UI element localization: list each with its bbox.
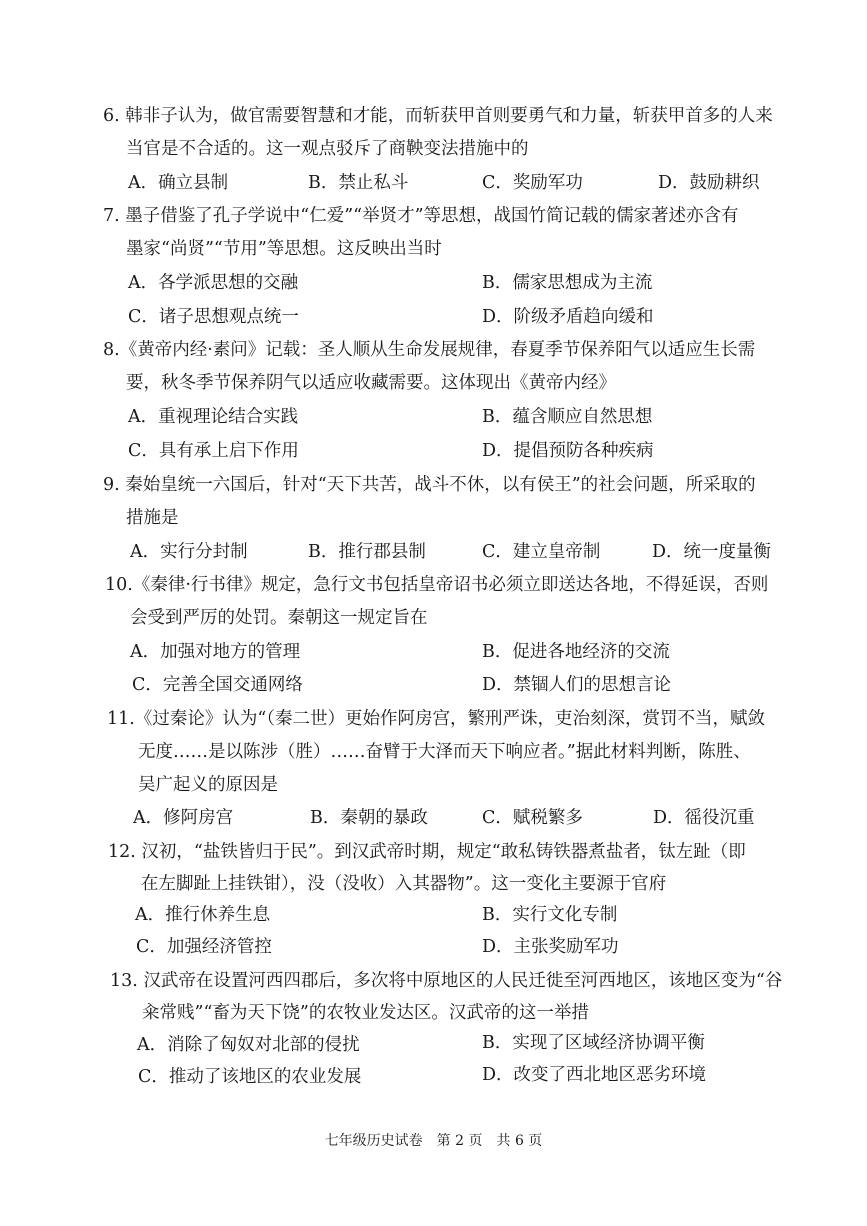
question-8-stem-line-2: 要，秋冬季节保养阴气以适应收藏需要。这体现出《黄帝内经》 [126,373,616,393]
question-13-option-c: C．推动了该地区的农业发展 [138,1067,362,1087]
question-11-option-a: A．修阿房宫 [133,808,234,828]
question-7-option-b: B．儒家思想成为主流 [482,273,653,293]
question-6-option-d: D．鼓励耕织 [658,173,760,193]
question-7-option-a: A．各学派思想的交融 [128,273,299,293]
question-10-stem-line-2: 会受到严厉的处罚。秦朝这一规定旨在 [130,608,428,628]
question-11-option-b: B．秦朝的暴政 [310,808,428,828]
question-6-option-b: B．禁止私斗 [308,173,409,193]
question-7-option-d: D．阶级矛盾趋向缓和 [482,307,654,327]
question-12-option-c: C．加强经济管控 [136,937,272,957]
question-8-option-d: D．提倡预防各种疾病 [482,441,654,461]
question-7-stem-line-2: 墨家“尚贤”“节用”等思想。这反映出当时 [126,239,442,259]
question-6-option-a: A．确立县制 [128,173,229,193]
question-13-stem-line-1: 13. 汉武帝在设置河西四郡后，多次将中原地区的人民迁徙至河西地区，该地区变为“谷 [110,971,783,991]
question-6-option-c: C．奖励军功 [482,173,583,193]
question-11-stem-line-3: 吴广起义的原因是 [138,775,278,795]
question-8-stem-line-1: 8.《黄帝内经·素问》记载：圣人顺从生命发展规律，春夏季节保养阳气以适应生长需 [103,340,756,360]
question-10-option-d: D．禁锢人们的思想言论 [482,675,672,695]
question-6-stem-line-1: 6. 韩非子认为，做官需要智慧和才能，而斩获甲首则要勇气和力量，斩获甲首多的人来 [103,106,773,126]
question-9-option-d: D．统一度量衡 [652,542,772,562]
question-13-option-a: A．消除了匈奴对北部的侵扰 [137,1035,360,1055]
question-10-option-c: C．完善全国交通网络 [132,675,303,695]
question-6-stem-line-2: 当官是不合适的。这一观点驳斥了商鞅变法措施中的 [126,139,529,159]
question-7-stem-line-1: 7. 墨子借鉴了孔子学说中“仁爱”“举贤才”等思想，战国竹简记载的儒家著述亦含有 [103,206,739,226]
question-13-option-b: B．实现了区域经济协调平衡 [482,1033,705,1053]
question-12-option-b: B．实行文化专制 [482,905,618,925]
question-12-option-a: A．推行休养生息 [135,905,271,925]
question-9-option-a: A．实行分封制 [130,542,248,562]
question-10-stem-line-1: 10.《秦律·行书律》规定，急行文书包括皇帝诏书必须立即送达各地，不得延误，否则 [105,575,769,595]
question-9-option-b: B．推行郡县制 [308,542,426,562]
question-12-stem-line-2: 在左脚趾上挂铁钳），没（没收）入其器物”。这一变化主要源于官府 [141,874,667,894]
question-9-option-c: C．建立皇帝制 [482,542,601,562]
question-9-stem-line-2: 措施是 [126,508,179,528]
question-10-option-a: A．加强对地方的管理 [130,642,301,662]
question-8-option-c: C．具有承上启下作用 [128,441,299,461]
page-footer: 七年级历史试卷 第 2 页 共 6 页 [324,1133,543,1149]
question-8-option-a: A．重视理论结合实践 [128,407,299,427]
question-10-option-b: B．促进各地经济的交流 [482,642,670,662]
question-11-stem-line-2: 无度……是以陈涉（胜）……奋臂于大泽而天下响应者。”据此材料判断，陈胜、 [138,742,751,762]
question-13-stem-line-2: 籴常贱”“畜为天下饶”的农牧业发达区。汉武帝的这一举措 [142,1003,589,1023]
question-7-option-c: C．诸子思想观点统一 [128,307,299,327]
question-9-stem-line-1: 9. 秦始皇统一六国后，针对“天下共苦，战斗不休，以有侯王”的社会问题，所采取的 [103,475,756,495]
question-11-stem-line-1: 11.《过秦论》认为“（秦二世）更始作阿房宫，繁刑严诛，吏治刻深，赏罚不当，赋敛 [107,709,766,729]
question-11-option-d: D．徭役沉重 [653,808,755,828]
question-12-stem-line-1: 12. 汉初，“盐铁皆归于民”。到汉武帝时期，规定“敢私铸铁器煮盐者，钛左趾（即 [108,842,746,862]
question-12-option-d: D．主张奖励军功 [482,937,619,957]
question-11-option-c: C．赋税繁多 [482,808,583,828]
question-8-option-b: B．蕴含顺应自然思想 [482,407,653,427]
question-13-option-d: D．改变了西北地区恶劣环境 [482,1065,707,1085]
